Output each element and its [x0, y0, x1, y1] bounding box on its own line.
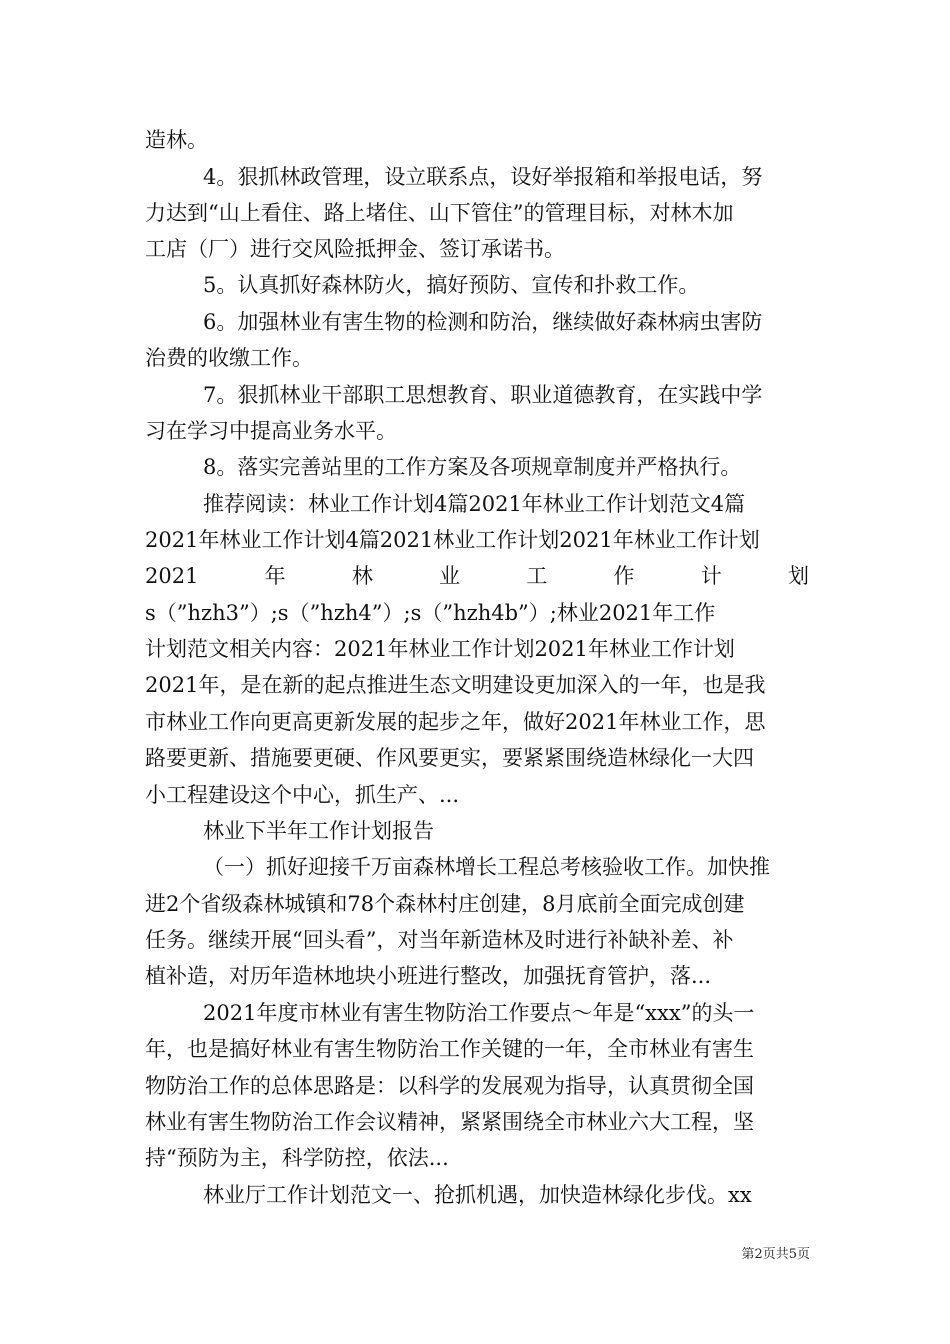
text-line: 植补造，对历年造林地块小班进行整改，加强抚育管护，落... [145, 964, 712, 988]
text-line: 治费的收缴工作。 [145, 346, 313, 370]
text-line: 计划范文相关内容：2021年林业工作计划2021年林业工作计划 [145, 637, 735, 661]
spread-word: 作 [613, 564, 635, 588]
page-number: 第2页共5页 [741, 1247, 810, 1262]
text-line: 2021年度市林业有害生物防治工作要点～年是“xxx”的头一 [203, 1001, 755, 1025]
section-heading: 林业下半年工作计划报告 [203, 819, 434, 843]
text-line: 进2个省级森林城镇和78个森林村庄创建，8月底前全面完成创建 [145, 892, 745, 916]
spread-word: 工 [526, 564, 548, 588]
text-line: 任务。继续开展“回头看”，对当年新造林及时进行补缺补差、补 [145, 928, 734, 952]
text-line: 造林。 [145, 128, 208, 152]
text-line: 4。狠抓林政管理，设立联系点，设好举报箱和举报电话，努 [203, 165, 763, 189]
text-line: 8。落实完善站里的工作方案及各项规章制度并严格执行。 [203, 455, 742, 479]
spread-word: 划 [787, 564, 809, 588]
spread-word: 业 [439, 564, 461, 588]
text-line: 5。认真抓好森林防火，搞好预防、宣传和扑救工作。 [203, 273, 700, 297]
text-line: 年，也是搞好林业有害生物防治工作关键的一年，全市林业有害生 [145, 1037, 754, 1061]
text-line: 工店（厂）进行交风险抵押金、签订承诺书。 [145, 237, 565, 261]
text-line: 推荐阅读：林业工作计划4篇2021年林业工作计划范文4篇 [203, 492, 746, 516]
spread-word: 计 [700, 564, 722, 588]
text-line: 小工程建设这个中心，抓生产、... [145, 783, 460, 807]
text-line: 2021年，是在新的起点推进生态文明建设更加深入的一年，也是我 [145, 673, 766, 697]
text-line: s（”hzh3”）;s（”hzh4”）;s（”hzh4b”）;林业2021年工作 [145, 601, 716, 625]
text-line: 2021年林业工作计划4篇2021林业工作计划2021年林业工作计划 [145, 528, 760, 552]
text-line: 路要更新、措施要更硬、作风要更实，要紧紧围绕造林绿化一大四 [145, 746, 754, 770]
text-line: 物防治工作的总体思路是：以科学的发展观为指导，认真贯彻全国 [145, 1074, 754, 1098]
text-line: 6。加强林业有害生物的检测和防治，继续做好森林病虫害防 [203, 310, 763, 334]
text-line: 持“预防为主，科学防控，依法... [145, 1146, 449, 1170]
text-line: 林业厅工作计划范文一、抢抓机遇，加快造林绿化步伐。xx [203, 1183, 752, 1207]
text-line: 7。狠抓林业干部职工思想教育、职业道德教育，在实践中学 [203, 383, 763, 407]
spread-word: 年 [264, 564, 286, 588]
spread-word: 2021 [145, 564, 199, 588]
text-line: （一）抓好迎接千万亩森林增长工程总考核验收工作。加快推 [203, 855, 770, 879]
text-line: 力达到“山上看住、路上堵住、山下管住”的管理目标，对林木加 [145, 201, 734, 225]
text-line: 市林业工作向更高更新发展的起步之年，做好2021年林业工作，思 [145, 710, 766, 734]
spread-text-line [145, 561, 809, 591]
text-line: 习在学习中提高业务水平。 [145, 419, 397, 443]
text-line: 林业有害生物防治工作会议精神，紧紧围绕全市林业六大工程，坚 [145, 1110, 754, 1134]
spread-word: 林 [351, 564, 373, 588]
